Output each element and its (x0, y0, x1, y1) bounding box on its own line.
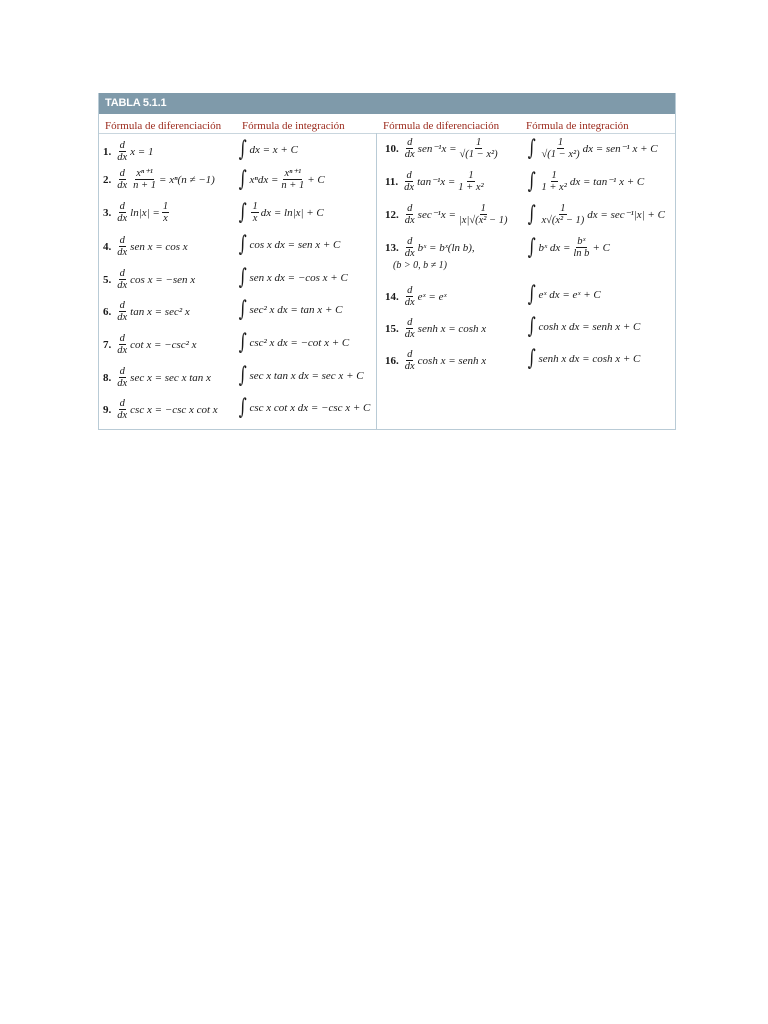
int-expression: sen x dx = −cos x + C (249, 272, 348, 284)
derivative-operator-denominator: dx (404, 361, 415, 372)
diff-condition-note: (b > 0, b ≠ 1) (393, 260, 447, 271)
diff-result-fraction-denominator: 1 + x² (458, 182, 484, 193)
formula-number: 10. (385, 142, 399, 155)
diff-formula-left-1 (103, 140, 153, 163)
diff-result-fraction (457, 170, 484, 193)
int-fraction-numerator: 1 (252, 201, 258, 212)
integral-icon: ∫ (238, 330, 247, 355)
int-expression: xⁿdx = (249, 173, 279, 186)
diff-result-fraction-denominator: x (163, 213, 168, 224)
diff-result-fraction (458, 203, 509, 226)
derivative-operator-denominator: dx (117, 247, 128, 258)
diff-expression: ln|x| = (130, 206, 160, 219)
diff-formula-left-7 (103, 333, 197, 356)
int-result-fraction-numerator: xⁿ⁺¹ (284, 168, 302, 179)
diff-result-fraction (459, 137, 499, 160)
int-formula-left-6 (237, 297, 343, 322)
diff-expression: cot x = −csc² x (130, 338, 197, 351)
int-formula-left-4 (237, 232, 341, 257)
diff-formula-right-5 (385, 285, 447, 308)
diff-expression: eˣ = eˣ (417, 290, 447, 303)
derivative-operator (116, 201, 128, 224)
derivative-operator (116, 333, 128, 356)
int-expression: dx = ln|x| + C (260, 206, 324, 219)
int-fraction-numerator: 1 (557, 137, 564, 148)
integral-icon: ∫ (527, 346, 536, 371)
diff-expression: cos x = −sen x (130, 273, 196, 286)
derivative-operator-denominator: dx (404, 149, 415, 160)
integral-icon: ∫ (238, 265, 247, 290)
diff-expression: cosh x = senh x (417, 354, 487, 367)
integral-icon: ∫ (238, 232, 247, 257)
derivative-operator-denominator: dx (117, 312, 128, 323)
int-expression: dx = sec⁻¹|x| + C (587, 209, 665, 221)
int-expression: csc² x dx = −cot x + C (249, 337, 350, 349)
int-result-fraction-denominator: n + 1 (281, 180, 305, 191)
formula-number: 2. (103, 173, 112, 186)
int-formula-left-8 (237, 363, 364, 388)
diff-expression: bˣ = bˣ(ln b), (417, 241, 475, 254)
diff-formula-right-1 (385, 137, 501, 160)
derivative-operator (404, 236, 416, 259)
derivative-operator-denominator: dx (117, 410, 128, 421)
formula-number: 11. (385, 175, 399, 188)
int-fraction (251, 201, 258, 224)
derivative-operator-numerator: d (407, 285, 413, 296)
int-formula-right-5 (526, 282, 601, 307)
derivative-operator (404, 137, 416, 160)
derivative-operator-denominator: dx (117, 378, 128, 389)
diff-result-fraction-numerator: 1 (480, 203, 486, 214)
int-formula-left-9 (237, 395, 371, 420)
diff-expression: csc x = −csc x cot x (130, 403, 218, 416)
formula-number: 7. (103, 338, 112, 351)
derivative-operator-denominator: dx (404, 182, 415, 193)
diff-fraction (132, 168, 157, 191)
integral-icon: ∫ (238, 395, 247, 420)
diff-formula-left-9 (103, 398, 218, 421)
header-divider (99, 133, 675, 134)
diff-expression: sec⁻¹x = (417, 209, 456, 221)
formula-number: 12. (385, 208, 399, 221)
derivative-operator-numerator: d (406, 170, 412, 181)
diff-formula-left-5 (103, 268, 195, 291)
derivative-operator (116, 300, 128, 323)
derivative-operator-numerator: d (119, 235, 125, 246)
int-formula-right-7 (526, 346, 641, 371)
formula-number: 16. (385, 354, 399, 367)
int-formula-left-7 (237, 330, 350, 355)
derivative-operator (404, 349, 416, 372)
formula-number: 6. (103, 305, 112, 318)
integral-icon: ∫ (527, 168, 536, 194)
integral-icon: ∫ (238, 137, 247, 162)
int-formula-right-3 (526, 203, 665, 226)
diff-result-fraction-numerator: 1 (475, 137, 482, 148)
diff-result-fraction-numerator: 1 (162, 201, 169, 212)
int-expression: csc x cot x dx = −csc x + C (249, 402, 371, 414)
integral-icon: ∫ (238, 199, 247, 225)
diff-expression: sen x = cos x (130, 240, 188, 253)
integral-icon: ∫ (527, 234, 536, 260)
int-result-fraction (280, 168, 305, 191)
diff-formula-right-2 (385, 170, 487, 193)
derivative-operator-denominator: dx (117, 280, 128, 291)
derivative-operator-numerator: d (119, 300, 125, 311)
int-expression: sec x tan x dx = sec x + C (249, 370, 364, 382)
int-tail: + C (592, 241, 610, 254)
int-fraction-denominator: 1 + x² (541, 182, 567, 193)
integral-icon: ∫ (238, 166, 247, 192)
derivative-operator (116, 366, 128, 389)
header-int-left: Fórmula de integración (242, 120, 345, 132)
derivative-operator-numerator: d (119, 398, 125, 409)
int-expression: senh x dx = cosh x + C (538, 353, 641, 365)
int-formula-right-4 (526, 236, 610, 259)
int-expression: cosh x dx = senh x + C (538, 321, 641, 333)
diff-result-fraction (162, 201, 169, 224)
int-fraction-denominator: x (252, 213, 258, 224)
integral-icon: ∫ (527, 201, 536, 227)
derivative-operator-denominator: dx (117, 180, 128, 191)
diff-result-fraction-numerator: 1 (468, 170, 474, 181)
formula-number: 8. (103, 371, 112, 384)
diff-result-fraction-denominator: √(1 − x²) (459, 149, 498, 160)
formula-table (98, 93, 676, 430)
int-fraction (540, 137, 580, 160)
int-formula-left-5 (237, 265, 348, 290)
diff-expression: tan⁻¹x = (417, 176, 456, 188)
diff-formula-left-6 (103, 300, 190, 323)
int-fraction-denominator: √(1 − x²) (541, 149, 580, 160)
derivative-operator-numerator: d (407, 203, 413, 214)
formula-number: 13. (385, 241, 399, 254)
int-formula-right-2 (526, 170, 644, 193)
derivative-operator-numerator: d (119, 366, 125, 377)
diff-expression: x = 1 (130, 145, 154, 158)
diff-fraction-numerator: xⁿ⁺¹ (136, 168, 153, 179)
derivative-operator-denominator: dx (404, 215, 415, 226)
int-expression: eˣ dx = eˣ + C (538, 289, 601, 301)
int-expression: sec² x dx = tan x + C (249, 304, 343, 316)
int-formula-right-6 (526, 314, 641, 339)
integral-icon: ∫ (527, 314, 536, 339)
derivative-operator-denominator: dx (117, 345, 128, 356)
column-divider (376, 133, 377, 429)
diff-formula-left-4 (103, 235, 188, 258)
diff-expression: sec x = sec x tan x (130, 371, 211, 384)
int-expression: bˣ dx = (538, 241, 571, 254)
diff-formula-left-2 (103, 168, 215, 191)
derivative-operator-denominator: dx (404, 297, 415, 308)
derivative-operator-numerator: d (119, 168, 125, 179)
derivative-operator-denominator: dx (117, 213, 128, 224)
derivative-operator-denominator: dx (404, 248, 415, 259)
int-fraction (540, 203, 585, 226)
derivative-operator-numerator: d (119, 333, 125, 344)
int-fraction (540, 170, 567, 193)
int-formula-right-1 (526, 137, 658, 160)
derivative-operator-numerator: d (119, 140, 125, 151)
int-fraction-numerator: 1 (551, 170, 557, 181)
formula-number: 5. (103, 273, 112, 286)
header-diff-left: Fórmula de diferenciación (105, 120, 222, 132)
derivative-operator (404, 285, 416, 308)
int-result-fraction-numerator: bˣ (577, 236, 586, 247)
int-formula-left-2 (237, 168, 325, 191)
diff-fraction-denominator: n + 1 (133, 180, 157, 191)
derivative-operator (404, 203, 416, 226)
integral-icon: ∫ (238, 297, 247, 322)
derivative-operator (116, 398, 128, 421)
integral-icon: ∫ (527, 135, 536, 161)
formula-number: 3. (103, 206, 112, 219)
integral-icon: ∫ (238, 363, 247, 388)
diff-formula-right-4 (385, 236, 475, 259)
derivative-operator-denominator: dx (117, 152, 128, 163)
derivative-operator (403, 170, 415, 193)
derivative-operator-denominator: dx (404, 329, 415, 340)
header-diff-right: Fórmula de diferenciación (383, 120, 500, 132)
int-expression: dx = x + C (249, 144, 298, 156)
integral-icon: ∫ (527, 282, 536, 307)
diff-expression: sen⁻¹x = (417, 143, 457, 155)
diff-expression: = xⁿ(n ≠ −1) (159, 173, 215, 186)
derivative-operator (404, 317, 416, 340)
diff-expression: senh x = cosh x (417, 322, 487, 335)
derivative-operator (116, 168, 128, 191)
formula-number: 9. (103, 403, 112, 416)
derivative-operator-numerator: d (407, 236, 413, 247)
formula-number: 15. (385, 322, 399, 335)
derivative-operator (116, 140, 128, 163)
int-expression: dx = tan⁻¹ x + C (569, 176, 645, 188)
diff-formula-left-3 (103, 201, 171, 224)
int-formula-left-3 (237, 201, 324, 224)
derivative-operator-numerator: d (407, 349, 413, 360)
diff-result-fraction-denominator: |x|√(x² − 1) (458, 215, 508, 226)
int-result-fraction-denominator: ln b (573, 248, 590, 259)
int-tail: + C (307, 173, 325, 186)
diff-expression: tan x = sec² x (130, 305, 190, 318)
derivative-operator (116, 268, 128, 291)
derivative-operator-numerator: d (119, 268, 125, 279)
derivative-operator-numerator: d (407, 137, 413, 148)
diff-formula-right-3 (385, 203, 510, 226)
formula-number: 1. (103, 145, 112, 158)
derivative-operator-numerator: d (119, 201, 125, 212)
diff-formula-right-7 (385, 349, 486, 372)
int-formula-left-1 (237, 137, 298, 162)
table-title: TABLA 5.1.1 (99, 93, 675, 114)
diff-formula-left-8 (103, 366, 211, 389)
int-result-fraction (572, 236, 590, 259)
diff-formula-right-6 (385, 317, 486, 340)
formula-number: 4. (103, 240, 112, 253)
int-fraction-numerator: 1 (560, 203, 566, 214)
int-fraction-denominator: x√(x² − 1) (541, 215, 585, 226)
int-expression: dx = sen⁻¹ x + C (582, 143, 658, 155)
derivative-operator-numerator: d (407, 317, 413, 328)
header-int-right: Fórmula de integración (526, 120, 629, 132)
derivative-operator (116, 235, 128, 258)
formula-number: 14. (385, 290, 399, 303)
int-expression: cos x dx = sen x + C (249, 239, 341, 251)
